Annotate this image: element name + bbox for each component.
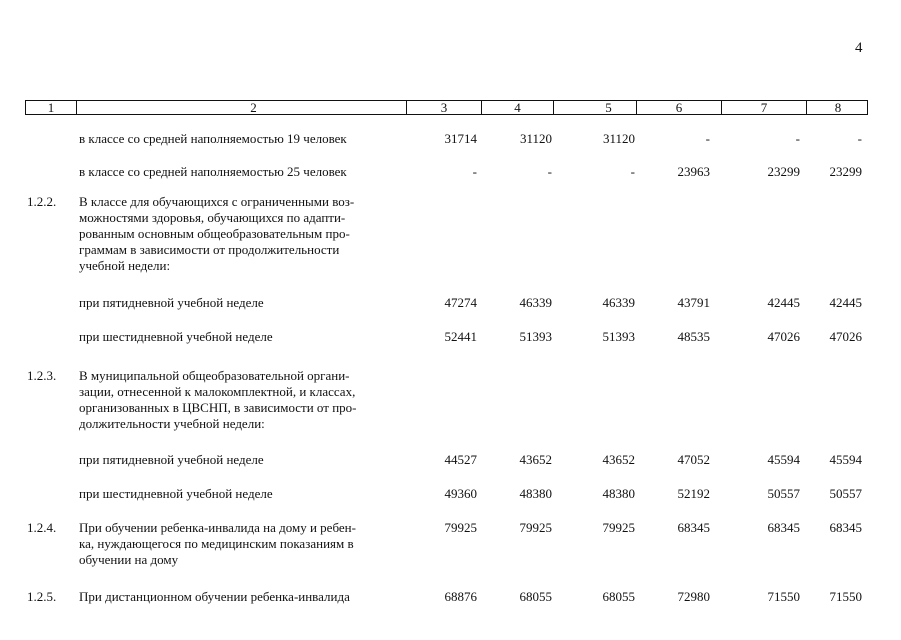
row-description <box>79 295 404 311</box>
header-cell: 4 <box>481 101 553 114</box>
value-cell: 45594 <box>767 452 800 467</box>
value-cell: - <box>547 164 552 179</box>
value-cell: 71550 <box>767 589 800 604</box>
row-number: 1.2.5. <box>27 589 57 604</box>
description-line: зации, отнесенной к малокомплектной, и классах, <box>79 384 356 399</box>
header-cell: 6 <box>636 101 721 114</box>
description-line: В классе для обучающихся с ограниченными воз- <box>79 194 355 209</box>
description-line: при шестидневной учебной неделе <box>79 486 273 501</box>
value-cell: 68345 <box>677 520 710 535</box>
value-cell: 50557 <box>767 486 800 501</box>
value-cell: 31120 <box>602 131 635 146</box>
description-line: ка, нуждающегося по медицинским показаниям в <box>79 536 354 551</box>
value-cell: 79925 <box>602 520 635 535</box>
value-cell: 31714 <box>444 131 477 146</box>
value-cell: 72980 <box>677 589 710 604</box>
value-cell: 42445 <box>829 295 862 310</box>
description-line: учебной недели: <box>79 258 171 273</box>
value-cell: - <box>795 131 800 146</box>
description-line: В муниципальной общеобразовательной органи- <box>79 368 350 383</box>
value-cell: 23299 <box>829 164 862 179</box>
value-cell: 68876 <box>444 589 477 604</box>
value-cell: 68345 <box>767 520 800 535</box>
value-cell: 47274 <box>444 295 477 310</box>
value-cell: 50557 <box>829 486 862 501</box>
header-cell: 5 <box>553 101 663 114</box>
value-cell: - <box>857 131 862 146</box>
value-cell: 68055 <box>602 589 635 604</box>
row-description <box>79 520 404 568</box>
value-cell: 43652 <box>519 452 552 467</box>
row-description <box>79 368 404 432</box>
value-cell: 43791 <box>677 295 710 310</box>
value-cell: 44527 <box>444 452 477 467</box>
value-cell: 52441 <box>444 329 477 344</box>
value-cell: - <box>630 164 635 179</box>
row-number: 1.2.4. <box>27 520 57 535</box>
value-cell: 79925 <box>444 520 477 535</box>
table-header <box>25 100 868 115</box>
value-cell: 71550 <box>829 589 862 604</box>
description-line: при пятидневной учебной неделе <box>79 295 264 310</box>
description-line: При обучении ребенка-инвалида на дому и ребен- <box>79 520 356 535</box>
value-cell: 52192 <box>677 486 710 501</box>
row-number: 1.2.2. <box>27 194 57 209</box>
value-cell: 45594 <box>829 452 862 467</box>
value-cell: 48380 <box>602 486 635 501</box>
row-description <box>79 329 404 345</box>
value-cell: 68055 <box>519 589 552 604</box>
description-line: обучении на дому <box>79 552 179 567</box>
description-line: при шестидневной учебной неделе <box>79 329 273 344</box>
description-line: граммам в зависимости от продолжительности <box>79 242 340 257</box>
value-cell: 42445 <box>767 295 800 310</box>
value-cell: - <box>705 131 710 146</box>
value-cell: 51393 <box>519 329 552 344</box>
description-line: организованных в ЦВСНП, в зависимости от про- <box>79 400 357 415</box>
value-cell: 47052 <box>677 452 710 467</box>
description-line: в классе со средней наполняемостью 25 человек <box>79 164 347 179</box>
value-cell: 79925 <box>519 520 552 535</box>
row-description <box>79 589 404 605</box>
value-cell: 48380 <box>519 486 552 501</box>
value-cell: 46339 <box>519 295 552 310</box>
row-description <box>79 486 404 502</box>
row-description <box>79 452 404 468</box>
value-cell: 23963 <box>677 164 710 179</box>
value-cell: 23299 <box>767 164 800 179</box>
value-cell: 48535 <box>677 329 710 344</box>
description-line: при пятидневной учебной неделе <box>79 452 264 467</box>
page-number: 4 <box>855 40 863 56</box>
value-cell: 46339 <box>602 295 635 310</box>
description-line: рованным основным общеобразовательным про- <box>79 226 350 241</box>
description-line: При дистанционном обучении ребенка-инвалида <box>79 589 350 604</box>
value-cell: 43652 <box>602 452 635 467</box>
header-cell: 7 <box>721 101 806 114</box>
value-cell: 47026 <box>767 329 800 344</box>
value-cell: - <box>472 164 477 179</box>
header-cell: 3 <box>406 101 481 114</box>
description-line: должительности учебной недели: <box>79 416 265 431</box>
description-line: можностями здоровья, обучающихся по адапти- <box>79 210 346 225</box>
value-cell: 31120 <box>519 131 552 146</box>
header-cell: 2 <box>76 101 430 114</box>
header-cell: 1 <box>47 100 55 115</box>
value-cell: 47026 <box>829 329 862 344</box>
description-line: в классе со средней наполняемостью 19 человек <box>79 131 347 146</box>
value-cell: 51393 <box>602 329 635 344</box>
row-description <box>79 194 404 274</box>
row-number: 1.2.3. <box>27 368 57 383</box>
value-cell: 68345 <box>829 520 862 535</box>
row-description <box>79 131 404 147</box>
row-description <box>79 164 404 180</box>
value-cell: 49360 <box>444 486 477 501</box>
header-cell: 8 <box>806 101 869 114</box>
